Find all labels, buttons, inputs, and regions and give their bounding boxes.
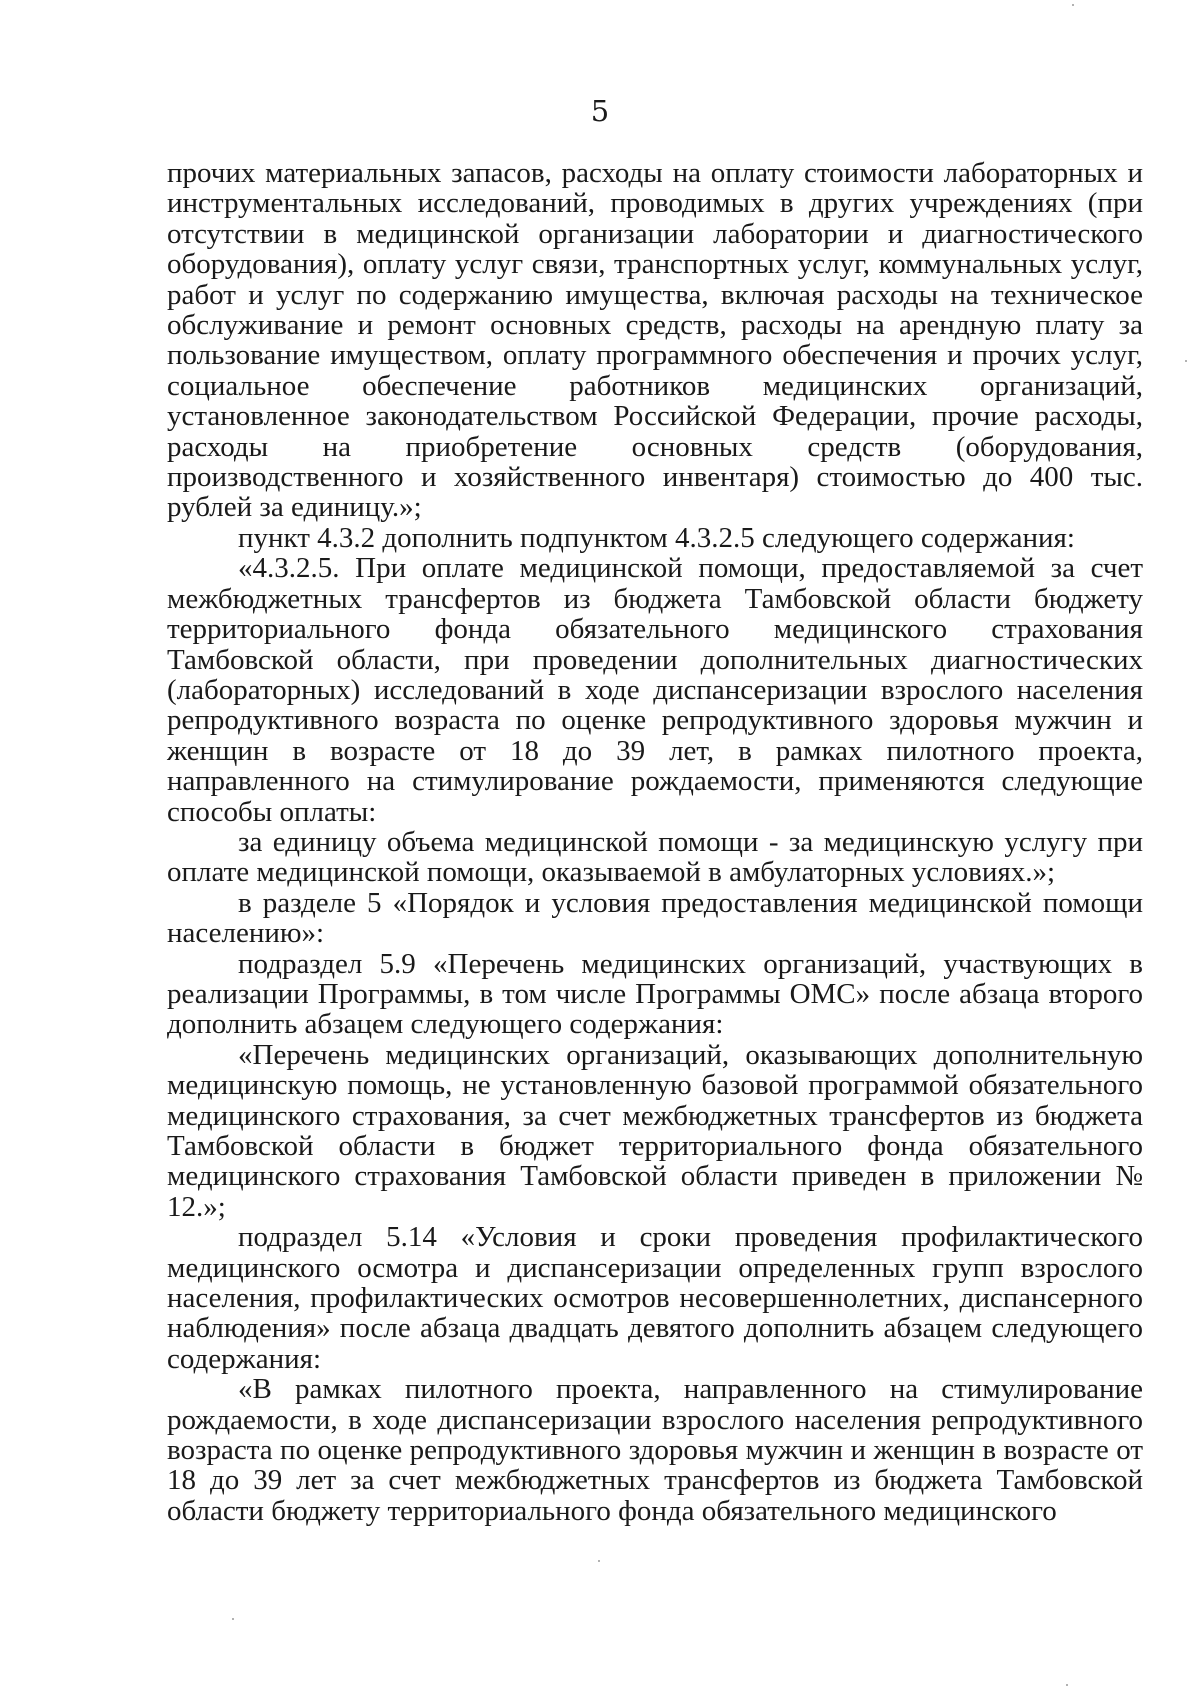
paragraph-section-5-heading: в разделе 5 «Порядок и условия предоставления медицинской помощи населению»: xyxy=(167,886,1143,950)
paragraph-expenses-continuation: прочих материальных запасов, расходы на оплату стоимости лабораторных и инструментальных исследований, проводимых в других учреждениях (при отсутствии в медицинской организации лаборатории и диагностического оборудования), оплату услуг связи, транспортных услуг, коммунальных услуг, работ и услуг по содержанию имущества, включая расходы на техническое обслуживание и ремонт основных средств, расходы на арендную плату за пользование имуществом, оплату программного обеспечения и прочих услуг, социальное обеспечение работников медицинских организаций, установленное законодательством Российской Федерации, прочие расходы, расходы на приобретение основных средств (оборудования, производственного и хозяйственного инвентаря) стоимостью до 400 тыс. рублей за единицу.»; xyxy=(167,157,1143,524)
paragraph-payment-method: за единицу объема медицинской помощи - за медицинскую услугу при оплате медицинской помощи, оказываемой в амбулаторных условиях.»; xyxy=(167,825,1143,889)
paragraph-subsection-5-9: подраздел 5.9 «Перечень медицинских организаций, участвующих в реализации Программы, в том числе Программы ОМС» после абзаца второго дополнить абзацем следующего содержания: xyxy=(167,947,1143,1041)
scan-speck xyxy=(232,1618,234,1620)
paragraph-item-4-3-2-amendment: пункт 4.3.2 дополнить подпунктом 4.3.2.5 следующего содержания: xyxy=(238,521,1075,554)
scan-speck xyxy=(1185,360,1187,362)
scan-speck xyxy=(1072,4,1074,6)
paragraph-item-4-3-2-5: «4.3.2.5. При оплате медицинской помощи, предоставляемой за счет межбюджетных трансфертов из бюджета Тамбовской области бюджету территориального фонда обязательного медицинского страхования Тамбовской области, при проведении дополнительных диагностических (лабораторных) исследований в ходе диспансеризации взрослого населения репродуктивного возраста по оценке репродуктивного здоровья мужчин и женщин в возрасте от 18 до 39 лет, в рамках пилотного проекта, направленного на стимулирование рождаемости, применяются следующие способы оплаты: xyxy=(167,552,1143,828)
scan-speck xyxy=(598,1560,600,1562)
paragraph-subsection-5-14: подраздел 5.14 «Условия и сроки проведения профилактического медицинского осмотра и диспансеризации определенных групп взрослого населения, профилактических осмотров несовершеннолетних, диспансерного наблюдения» после абзаца двадцать девятого дополнить абзацем следующего содержания: xyxy=(167,1221,1143,1375)
paragraph-organizations-list-quote: «Перечень медицинских организаций, оказывающих дополнительную медицинскую помощь, не установленную базовой программой обязательного медицинского страхования, за счет межбюджетных трансфертов из бюджета Тамбовской области в бюджет территориального фонда обязательного медицинского страхования Тамбовской области приведен в приложении № 12.»; xyxy=(167,1038,1143,1223)
page-number: 5 xyxy=(590,94,610,128)
document-body xyxy=(167,158,1143,1526)
scan-speck xyxy=(1066,1684,1068,1686)
paragraph-pilot-project-quote: «В рамках пилотного проекта, направленного на стимулирование рождаемости, в ходе диспансеризации взрослого населения репродуктивного возраста по оценке репродуктивного здоровья мужчин и женщин в возрасте от 18 до 39 лет за счет межбюджетных трансфертов из бюджета Тамбовской области бюджету территориального фонда обязательного медицинского xyxy=(167,1373,1143,1527)
